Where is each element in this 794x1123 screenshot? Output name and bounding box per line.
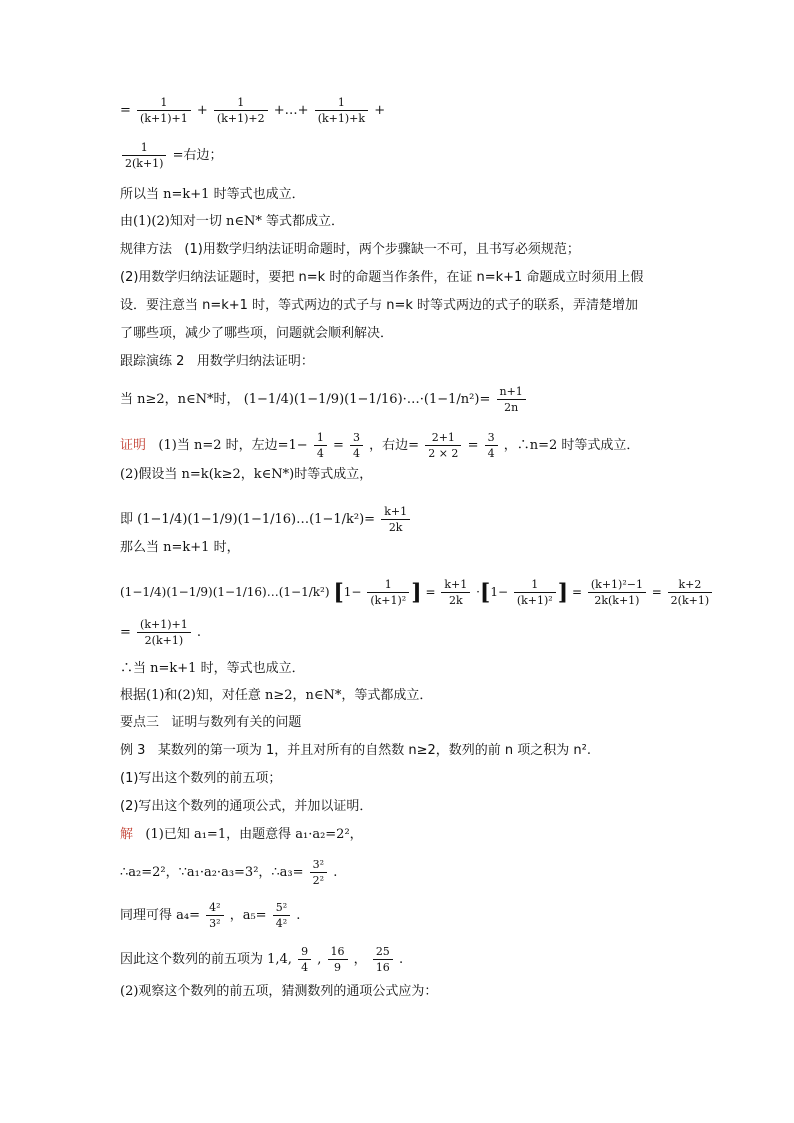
fraction: $\frac{1}{(k+1)+1}$: [137, 95, 191, 126]
proof-step-1: 证明 (1)当 n=2 时，左边=1− $\frac{1}{4}$ = $\frac{3}{4}$ ，右边= $\frac{2+1}{2 \times 2}$ = $\frac{3}{4}$ ，∴n=2 时等式成立．: [120, 431, 640, 460]
fraction: $\frac{3}{4}$: [485, 430, 498, 461]
text-line: ∴当 n=k+1 时，等式也成立．: [120, 661, 305, 676]
fraction: $\frac{k+1}{2k}$: [441, 577, 470, 608]
induction-equation: (1−1/4)(1−1/9)(1−1/16)…(1−1/k²) [1− $\frac{1}{\text{(k+1)²}}$ ] = $\frac{k+1}{2k}$ ·[1− $\frac{1}{\text{(k+1)²}}$ ] = $\frac{\text{(k+1)²−1}}{2k(k+1)}$ = $\frac{k+2}{2(k+1)}$: [120, 577, 714, 608]
text-line: 由(1)(2)知对一切 n∈N* 等式都成立．: [120, 214, 344, 229]
fraction: $\frac{1}{\text{(k+1)²}}$: [367, 577, 409, 608]
solution-line: 同理可得 a₄= $\frac{\text{4²}}{\text{3²}}$ ，a₅= $\frac{\text{5²}}{\text{4²}}$ .: [120, 901, 301, 930]
section-label: 规律方法: [120, 242, 173, 257]
hypothesis-equation: 即 (1−1/4)(1−1/9)(1−1/16)…(1−1/k²)= $\frac{k+1}{2k}$: [120, 504, 412, 535]
exercise-statement: 当 n≥2，n∈N*时， (1−1/4)(1−1/9)(1−1/16)·…·(1−1/n²)= $\frac{n+1}{2n}$: [120, 384, 528, 415]
fraction: $\frac{\text{3²}}{\text{2²}}$: [310, 857, 327, 888]
text-line: 根据(1)和(2)知，对任意 n≥2，n∈N*，等式都成立．: [120, 688, 433, 703]
text-line: (1)写出这个数列的前五项；: [120, 771, 282, 786]
example-statement: 例 3 某数列的第一项为 1，并且对所有的自然数 n≥2，数列的前 n 项之积为 n².: [120, 743, 591, 758]
fraction: $\frac{n+1}{2n}$: [497, 384, 526, 415]
fraction: $\frac{9}{4}$: [298, 944, 311, 975]
equation-line-1: = $\frac{1}{(k+1)+1}$ + $\frac{1}{(k+1)+2}$ +…+ $\frac{1}{(k+1)+k}$ +: [120, 96, 386, 125]
fraction: $\frac{1}{(k+1)+2}$: [214, 95, 268, 126]
text-line: (2)用数学归纳法证题时，要把 n=k 时的命题当作条件，在证 n=k+1 命题成立时须用上假: [120, 270, 644, 285]
fraction: $\frac{\text{5²}}{\text{4²}}$: [273, 900, 290, 931]
solution-line: ∴a₂=2²，∵a₁·a₂·a₃=3²，∴a₃= $\frac{\text{3²}}{\text{2²}}$ .: [120, 858, 338, 887]
equation-line-2: $\frac{1}{2(k+1)}$ =右边；: [120, 140, 223, 171]
text-line: 设．要注意当 n=k+1 时，等式两边的式子与 n=k 时等式两边的式子的联系，弄清楚增加: [120, 298, 639, 313]
text-line: 所以当 n=k+1 时等式也成立．: [120, 187, 305, 202]
proof-step-2: (2)假设当 n=k(k≥2，k∈N*)时等式成立，: [120, 467, 373, 482]
fraction: $\frac{1}{(k+1)+k}$: [315, 95, 368, 126]
text-line: (2)观察这个数列的前五项，猜测数列的通项公式应为：: [120, 984, 438, 999]
equation-continuation: = $\frac{(k+1)+1}{2(k+1)}$ .: [120, 618, 202, 647]
fraction: $\frac{1}{4}$: [314, 430, 327, 461]
fraction: $\frac{(k+1)+1}{2(k+1)}$: [137, 617, 191, 648]
fraction: $\frac{16}{9}$: [328, 944, 348, 975]
fraction: $\frac{k+2}{2(k+1)}$: [668, 577, 712, 608]
proof-label: 证明: [120, 438, 147, 453]
text-line: (2)写出这个数列的通项公式，并加以证明．: [120, 799, 373, 814]
fraction: $\frac{3}{4}$: [350, 430, 363, 461]
fraction: $\frac{25}{16}$: [373, 944, 393, 975]
section-heading: 要点三 证明与数列有关的问题: [120, 715, 302, 730]
solution-line: 因此这个数列的前五项为 1,4, $\frac{9}{4}$ , $\frac{16}{9}$ ， $\frac{25}{16}$ .: [120, 945, 404, 974]
method-summary: 规律方法 (1)用数学归纳法证明命题时，两个步骤缺一不可，且书写必须规范；: [120, 242, 580, 257]
fraction: $\frac{2+1}{2 \times 2}$: [425, 430, 461, 461]
solution-label: 解: [120, 827, 134, 842]
fraction: $\frac{1}{\text{(k+1)²}}$: [514, 577, 556, 608]
text-line: 那么当 n=k+1 时，: [120, 540, 240, 555]
fraction: $\frac{\text{(k+1)²−1}}{2k(k+1)}$: [588, 577, 646, 608]
fraction: $\frac{1}{2(k+1)}$: [122, 140, 166, 171]
exercise-heading: 跟踪演练 2 用数学归纳法证明：: [120, 354, 314, 369]
fraction: $\frac{k+1}{2k}$: [381, 504, 410, 535]
fraction: $\frac{\text{4²}}{\text{3²}}$: [206, 900, 223, 931]
solution-step-1: 解 (1)已知 a₁=1，由题意得 a₁·a₂=2²，: [120, 827, 363, 842]
text-line: 了哪些项，减少了哪些项，问题就会顺利解决．: [120, 326, 394, 341]
